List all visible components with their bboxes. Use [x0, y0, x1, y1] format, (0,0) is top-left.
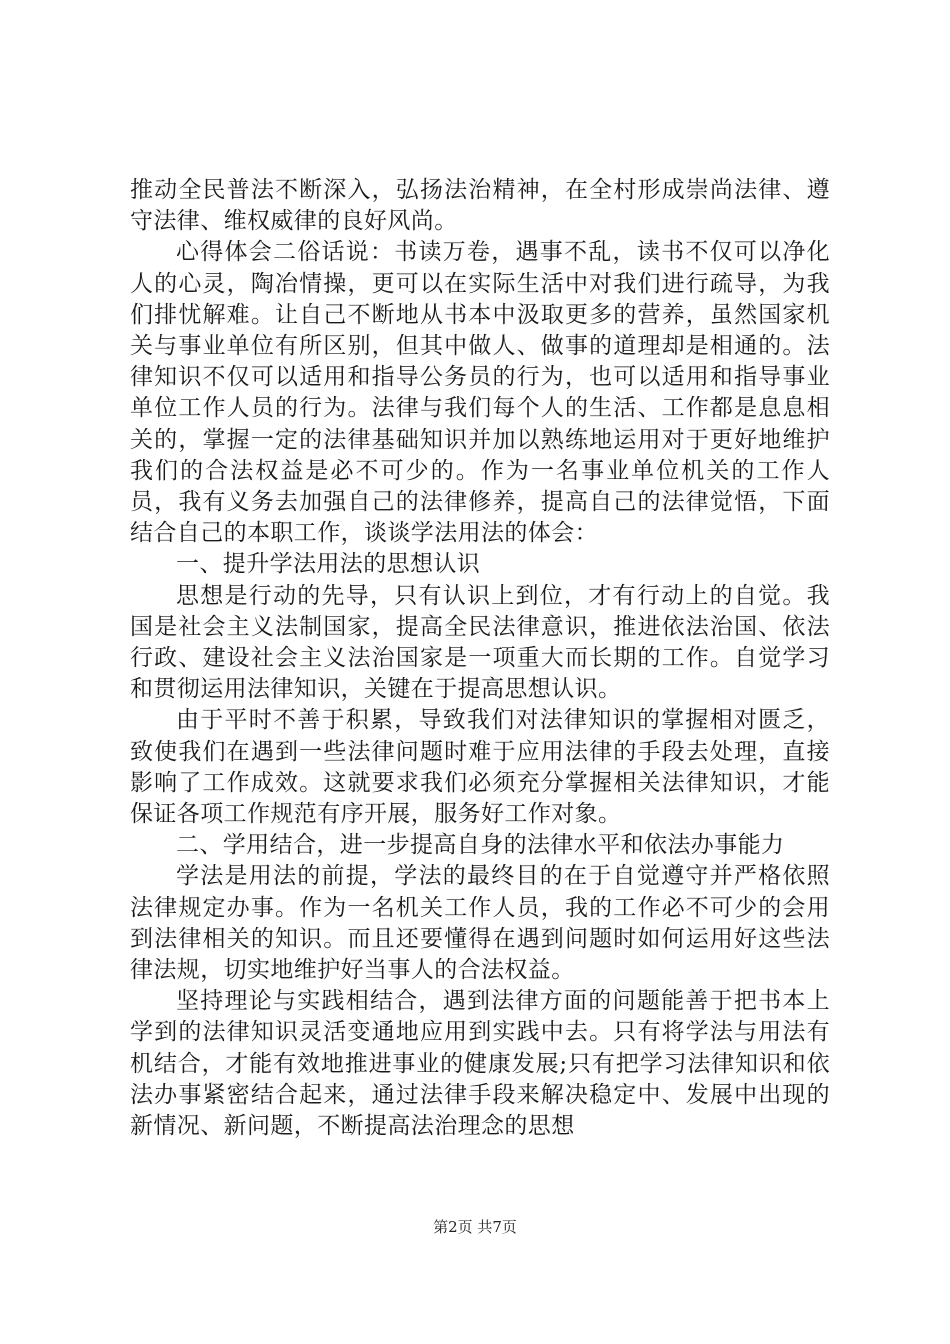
paragraph-6: 坚持理论与实践相结合，遇到法律方面的问题能善于把书本上学到的法律知识灵活变通地应用到实践中去。只有将学法与用法有机结合，才能有效地推进事业的健康发展;只有把学习法律知识和依法办事紧密结合起来，通过法律手段来解决稳定中、发展中出现的新情况、新问题，不断提高法治理念的思想 [130, 988, 830, 1140]
paragraph-2: 心得体会二俗话说：书读万卷，遇事不乱，读书不仅可以净化人的心灵，陶冶情操，更可以在实际生活中对我们进行疏导，为我们排忧解难。让自己不断地从书本中汲取更多的营养，虽然国家机关与事业单位有所区别，但其中做人、做事的道理却是相通的。法律知识不仅可以适用和指导公务员的行为，也可以适用和指导事业单位工作人员的行为。法律与我们每个人的生活、工作都是息息相关的，掌握一定的法律基础知识并加以熟练地运用对于更好地维护我们的合法权益是必不可少的。作为一名事业单位机关的工作人员，我有义务去加强自己的法律修养，提高自己的法律觉悟，下面结合自己的本职工作，谈谈学法用法的体会： [130, 239, 830, 547]
paragraph-1: 推动全民普法不断深入，弘扬法治精神，在全村形成崇尚法律、遵守法律、维权威律的良好风尚。 [130, 177, 830, 235]
paragraph-5: 学法是用法的前提，学法的最终目的在于自觉遵守并严格依照法律规定办事。作为一名机关工作人员，我的工作必不可少的会用到法律相关的知识。而且还要懂得在遇到问题时如何运用好这些法律法规，切实地维护好当事人的合法权益。 [130, 863, 830, 984]
page-number-footer: 第2页 共7页 [433, 1218, 517, 1236]
section-heading-1: 一、提升学法用法的思想认识 [176, 551, 481, 578]
paragraph-3: 思想是行动的先导，只有认识上到位，才有行动上的自觉。我国是社会主义法制国家，提高全民法律意识，推进依法治国、依法行政、建设社会主义法治国家是一项重大而长期的工作。自觉学习和贯彻运用法律知识，关键在于提高思想认识。 [130, 582, 830, 703]
section-heading-2: 二、学用结合，进一步提高自身的法律水平和依法办事能力 [176, 832, 785, 859]
paragraph-4: 由于平时不善于积累，导致我们对法律知识的掌握相对匮乏，致使我们在遇到一些法律问题时难于应用法律的手段去处理，直接影响了工作成效。这就要求我们必须充分掌握相关法律知识，才能保证各项工作规范有序开展，服务好工作对象。 [130, 707, 830, 828]
document-body [130, 175, 830, 1142]
